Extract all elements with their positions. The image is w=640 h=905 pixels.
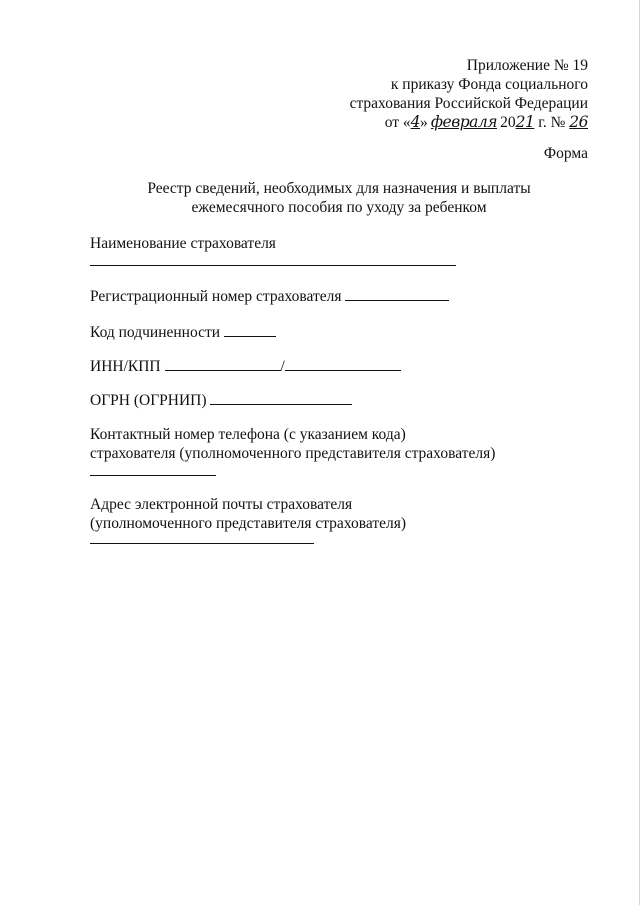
subordination-code-blank[interactable]: [224, 324, 276, 337]
inn-kpp-separator: /: [280, 358, 285, 375]
email-label-line-2: (уполномоченного представителя страхователя): [90, 515, 406, 532]
title-line-2: ежемесячного пособия по уходу за ребенком: [191, 199, 487, 216]
phone-label-line-2: страхователя (уполномоченного представителя страхователя): [90, 445, 496, 462]
date-year-prefix: 20: [500, 114, 516, 131]
insurer-name-blank[interactable]: [90, 265, 456, 266]
phone-label: [90, 425, 495, 463]
title-line-1: Реестр сведений, необходимых для назначения и выплаты: [147, 180, 531, 197]
kpp-blank[interactable]: [285, 358, 401, 371]
appendix-organization: страхования Российской Федерации: [349, 95, 588, 112]
date-year-word: г. №: [534, 114, 570, 131]
appendix-order-ref: к приказу Фонда социального: [390, 76, 588, 93]
date-separator: »: [420, 114, 428, 131]
reg-number-label: Регистрационный номер страхователя: [90, 288, 342, 305]
subordination-row: [90, 324, 276, 342]
email-label-line-1: Адрес электронной почты страхователя: [90, 496, 353, 513]
ogrn-label: ОГРН (ОГРНИП): [90, 392, 207, 409]
ogrn-blank[interactable]: [210, 392, 352, 405]
insurer-name-label: Наименование страхователя: [90, 235, 276, 252]
document-title: [0, 179, 640, 217]
date-day-handwritten: 4: [410, 113, 421, 131]
ogrn-row: [90, 392, 352, 410]
phone-blank[interactable]: [90, 475, 216, 476]
date-month-handwritten: февраля: [430, 113, 498, 131]
email-blank[interactable]: [90, 543, 314, 544]
appendix-number: Приложение № 19: [466, 57, 588, 74]
email-label: [90, 495, 406, 533]
inn-kpp-row: [90, 358, 401, 376]
date-year-handwritten: 21: [515, 113, 535, 131]
appendix-date-line: [350, 113, 588, 132]
appendix-header: [350, 56, 588, 132]
date-prefix: от «: [384, 114, 411, 131]
reg-number-blank[interactable]: [345, 288, 449, 301]
form-label: Форма: [543, 145, 588, 162]
inn-kpp-label: ИНН/КПП: [90, 358, 161, 375]
subordination-code-label: Код подчиненности: [90, 324, 221, 341]
phone-label-line-1: Контактный номер телефона (с указанием кода): [90, 426, 406, 443]
inn-blank[interactable]: [165, 358, 281, 371]
order-number-handwritten: 26: [569, 113, 588, 131]
reg-number-row: [90, 288, 449, 306]
